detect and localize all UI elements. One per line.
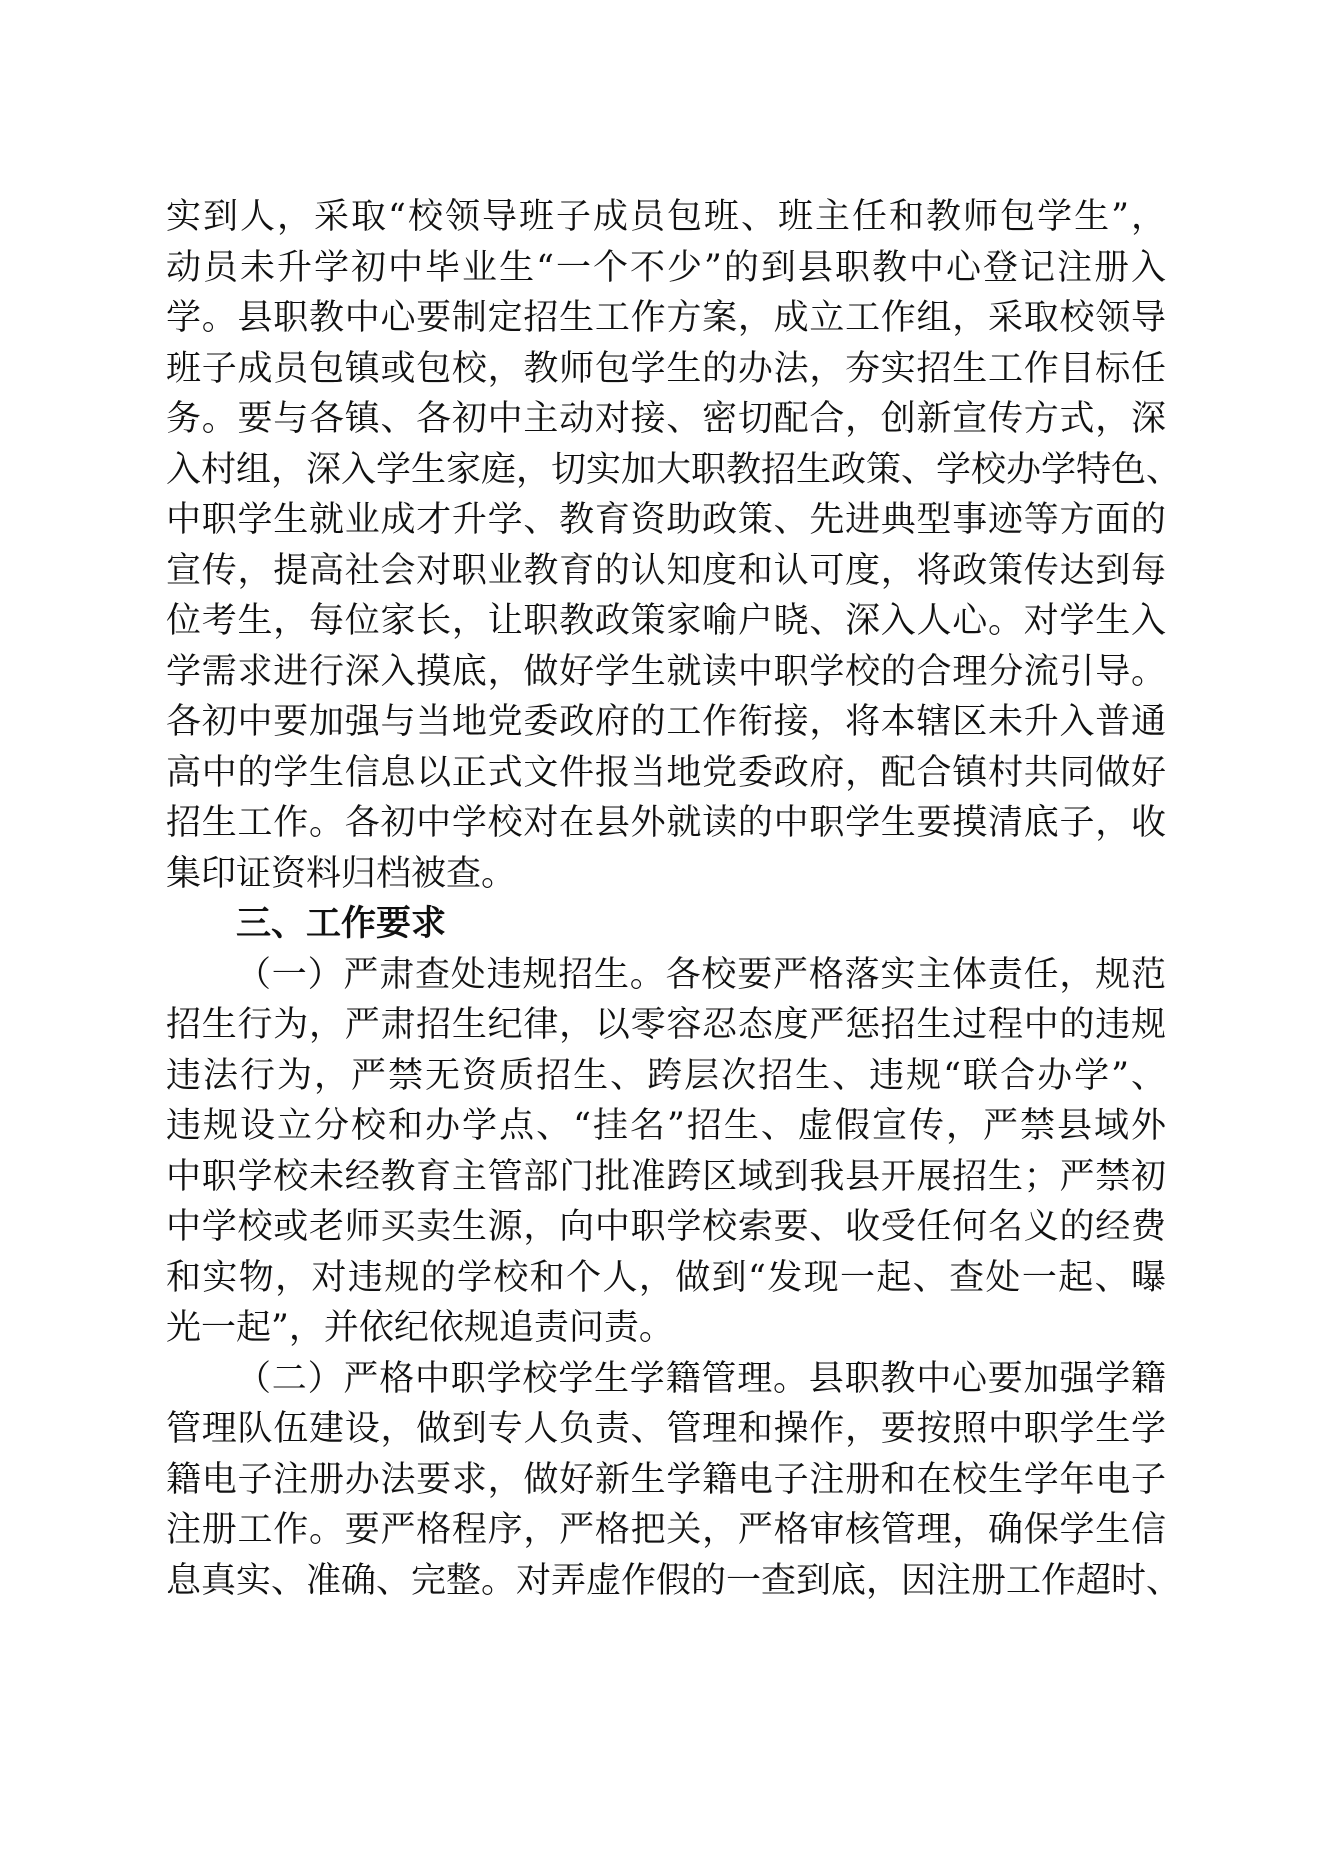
text-line: 注册工作。要严格程序，严格把关，严格审核管理，确保学生信 [166,1510,1166,1550]
text-line: 入村组，深入学生家庭，切实加大职教招生政策、学校办学特色、 [166,449,1182,490]
text-line: 实到人，采取“校领导班子成员包班、班主任和教师包学生”， [166,197,1166,237]
text-line: 高中的学生信息以正式文件报当地党委政府，配合镇村共同做好 [166,752,1166,793]
text-line: 学。县职教中心要制定招生工作方案，成立工作组，采取校领导 [166,298,1166,338]
text-line: 各初中要加强与当地党委政府的工作衔接，将本辖区未升入普通 [166,702,1166,742]
paragraph-student-records [166,1354,1182,1607]
text-line: 管理队伍建设，做到专人负责、管理和操作，要按照中职学生学 [166,1409,1166,1449]
text-line: 班子成员包镇或包校，教师包学生的办法，夯实招生工作目标任 [166,348,1166,389]
text-line: （一）严肃查处违规招生。各校要严格落实主体责任，规范 [236,954,1166,995]
text-line: 务。要与各镇、各初中主动对接、密切配合，创新宣传方式，深 [166,399,1166,439]
text-line: 中职学校未经教育主管部门批准跨区域到我县开展招生；严禁初 [166,1156,1166,1197]
text-line: 中职学生就业成才升学、教育资助政策、先进典型事迹等方面的 [166,500,1166,540]
text-line: 招生工作。各初中学校对在县外就读的中职学生要摸清底子，收 [166,803,1166,843]
paragraph-illegal-enrollment [166,950,1166,1354]
text-line: 和实物，对违规的学校和个人，做到“发现一起、查处一起、曝 [166,1257,1166,1298]
text-line: 学需求进行深入摸底，做好学生就读中职学校的合理分流引导。 [166,651,1166,692]
text-line: 集印证资料归档被查。 [166,853,517,894]
text-line: 违法行为，严禁无资质招生、跨层次招生、违规“联合办学”、 [166,1055,1166,1096]
document-body [166,192,1182,1606]
text-line: 违规设立分校和办学点、“挂名”招生、虚假宣传，严禁县域外 [166,1106,1166,1146]
text-line: 动员未升学初中毕业生“一个不少”的到县职教中心登记注册入 [166,247,1166,288]
section-heading-work-requirements: 三、工作要求 [236,904,447,944]
text-line: 宣传，提高社会对职业教育的认知度和认可度，将政策传达到每 [166,550,1166,591]
text-line: 位考生，每位家长，让职教政策家喻户晓、深入人心。对学生入 [166,601,1166,641]
text-line: 招生行为，严肃招生纪律，以零容忍态度严惩招生过程中的违规 [166,1005,1166,1045]
paragraph-enrollment-mobilization [166,192,1182,899]
text-line: （二）严格中职学校学生学籍管理。县职教中心要加强学籍 [236,1358,1166,1399]
text-line: 籍电子注册办法要求，做好新生学籍电子注册和在校生学年电子 [166,1459,1166,1500]
text-line: 中学校或老师买卖生源，向中职学校索要、收受任何名义的经费 [166,1207,1166,1247]
text-line: 光一起”，并依纪依规追责问责。 [166,1308,674,1348]
text-line: 息真实、准确、完整。对弄虚作假的一查到底，因注册工作超时、 [166,1560,1182,1601]
